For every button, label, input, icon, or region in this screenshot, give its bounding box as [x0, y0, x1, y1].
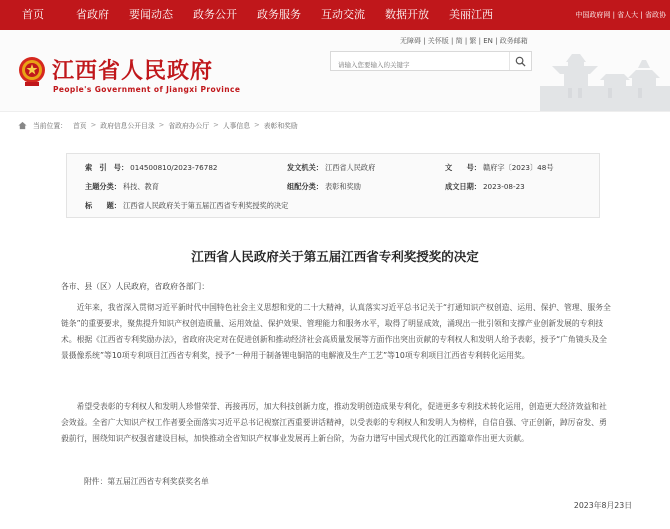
breadcrumb	[0, 112, 670, 138]
meta-date: 成文日期： 2023-08-23	[445, 182, 525, 191]
home-icon	[18, 121, 27, 130]
breadcrumb-separator: >	[158, 121, 165, 129]
document-paragraph-1: 近年来，我省深入贯彻习近平新时代中国特色社会主义思想和党的二十大精神，认真落实习近平总书记关于“打通知识产权创造、运用、保护、管理、服务全链条”的重要要求，聚焦提升知识产权创造质量、运用效益、保护效果、管理能力和服务水平，取得了明显成效，涌现出一批引领和支撑产业创新发展的专利技术。根据《江西省专利奖励办法》，省政府决定对在促进创新和推动经济社会高质量发展等方面作出突出贡献的专利权人和发明人给予表彰，授予“广角镜头及全景摄像系统”等10项专利项目江西省专利奖，授予“一种用于制备锂电铜箔的电解液及生产工艺”等10项专利项目江西省专利转化运用奖。	[61, 303, 611, 360]
top-right-links[interactable]: 中国政府网 | 省人大 | 省政协	[575, 11, 666, 19]
tengwang-pavilion-illustration	[520, 38, 670, 112]
meta-issuer: 发文机关： 江西省人民政府	[287, 163, 376, 172]
site-subtitle: People's Government of Jiangxi Province	[53, 85, 241, 94]
breadcrumb-separator: >	[254, 121, 260, 129]
document-title: 江西省人民政府关于第五届江西省专利奖授奖的决定	[191, 249, 479, 264]
document-attachment-link[interactable]: 附件：第五届江西省专利奖获奖名单	[84, 477, 209, 486]
breadcrumb-info-directory[interactable]: 政府信息公开目录	[100, 122, 155, 130]
nav-news[interactable]: 要闻动态	[129, 8, 173, 21]
nav-interaction[interactable]: 互动交流	[321, 8, 365, 21]
meta-org-category: 组配分类： 表彰和奖励	[287, 182, 361, 191]
document-metadata-box	[66, 153, 600, 218]
meta-subject: 标 题： 江西省人民政府关于第五届江西省专利奖授奖的决定	[85, 201, 289, 210]
breadcrumb-home[interactable]: 首页	[72, 122, 87, 130]
nav-provincial-gov[interactable]: 省政府	[76, 8, 109, 21]
breadcrumb-separator: >	[213, 121, 219, 129]
meta-index: 索 引 号： 014500810/2023-76782	[85, 163, 218, 172]
meta-topic: 主题分类： 科技、教育	[85, 182, 159, 191]
site-header	[0, 30, 670, 112]
breadcrumb-general-office[interactable]: 省政府办公厅	[168, 122, 210, 130]
document-paragraph-2: 希望受表彰的专利权人和发明人珍惜荣誉、再接再厉，加大科技创新力度，推动发明创造成果专利化，促进更多专利技术转化运用，创造更大经济效益和社会效益。全省广大知识产权工作者要全面落实习近平总书记视察江西重要讲话精神，以受表彰的专利权人和发明人为榜样，自信自强、守正创新，踔厉奋发、勇毅前行，围绕知识产权强省建设目标，加快推动全省知识产权事业发展再上新台阶，为奋力谱写中国式现代化的江西篇章作出更大贡献。	[61, 402, 607, 443]
site-title[interactable]: 江西省人民政府	[52, 58, 214, 84]
nav-open-data[interactable]: 数据开放	[385, 8, 429, 21]
nav-home[interactable]: 首页	[22, 8, 44, 21]
nav-beautiful-jiangxi[interactable]: 美丽江西	[449, 8, 493, 21]
search-box	[330, 51, 532, 71]
utility-links[interactable]: 无障碍 | 关怀版 | 简 | 繁 | EN | 政务邮箱	[400, 37, 528, 45]
nav-gov-services[interactable]: 政务服务	[257, 8, 301, 21]
search-input[interactable]	[331, 56, 506, 74]
breadcrumb-label: 当前位置：	[33, 122, 67, 130]
top-nav	[0, 0, 670, 30]
document-salutation: 各市、县（区）人民政府，省政府各部门：	[61, 282, 210, 291]
breadcrumb-separator: >	[90, 121, 97, 129]
document-date: 2023年8月23日	[573, 501, 632, 510]
nav-gov-affairs-open[interactable]: 政务公开	[193, 8, 237, 21]
breadcrumb-commendation[interactable]: 表彰和奖励	[263, 122, 298, 130]
meta-doc-number: 文 号： 赣府字〔2023〕48号	[445, 163, 554, 172]
national-emblem-icon	[17, 55, 47, 87]
breadcrumb-personnel-info[interactable]: 人事信息	[222, 122, 251, 130]
